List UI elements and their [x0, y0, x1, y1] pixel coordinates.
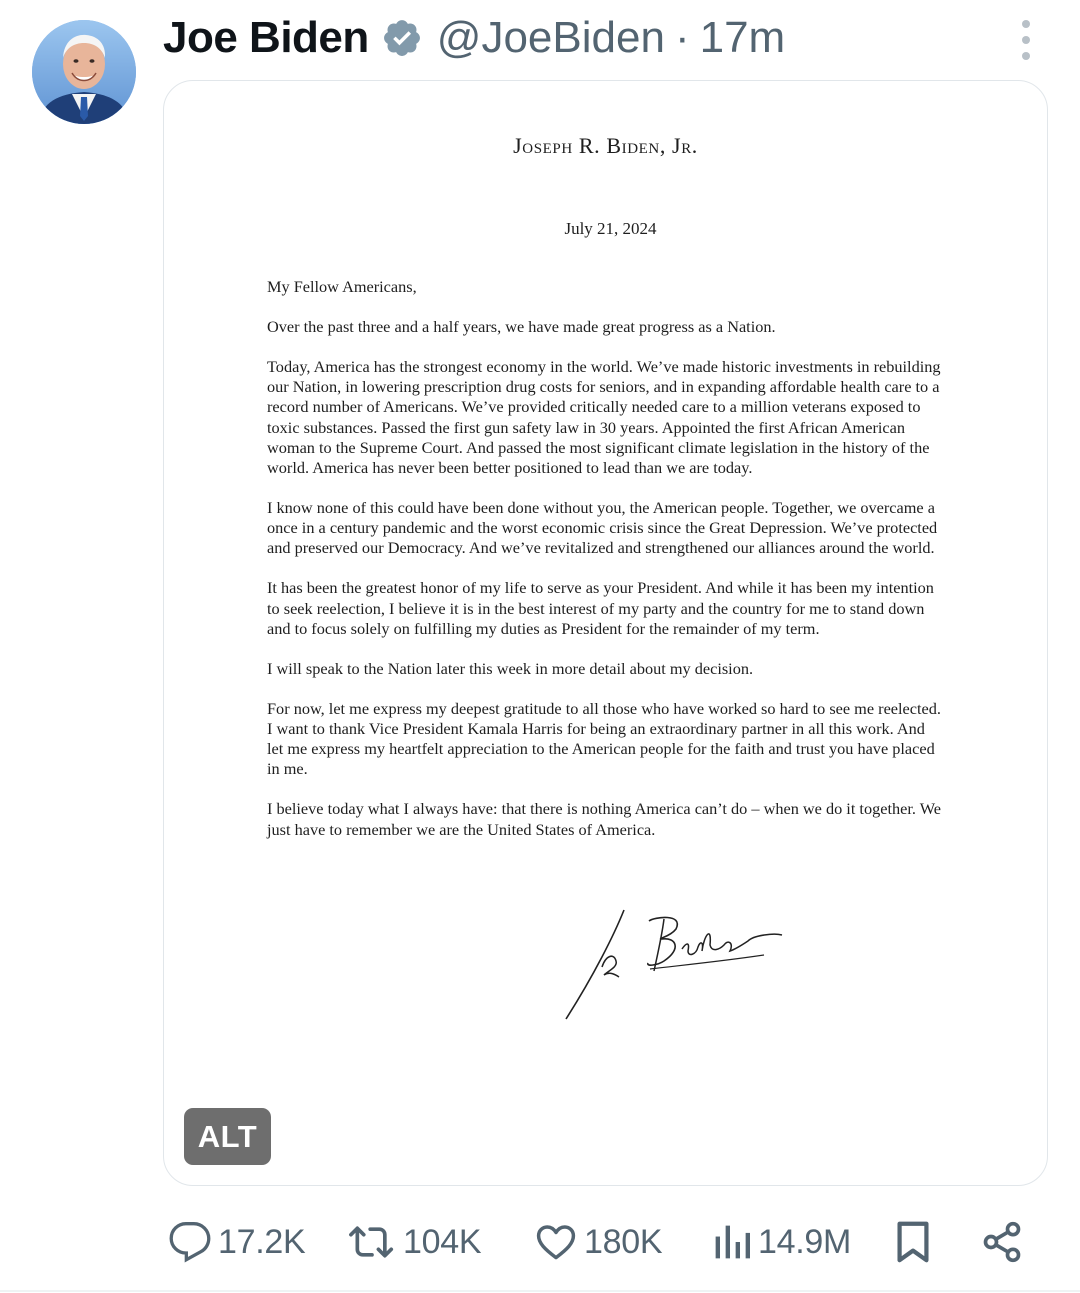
signature — [564, 905, 789, 1025]
author-name[interactable]: Joe Biden — [163, 13, 369, 62]
reply-button[interactable] — [168, 1212, 305, 1272]
like-button[interactable] — [534, 1212, 662, 1272]
share-button[interactable] — [980, 1212, 1024, 1272]
letter-paragraph: I know none of this could have been done without you, the American people. Together, we overcame a once in a century pandemic and the worst economic crisis since the Great Depression. We’ve protected and preserved our Democracy. And we’ve revitalized and strengthened our alliances around the world. — [267, 498, 938, 558]
reply-icon — [168, 1220, 212, 1264]
share-icon — [980, 1220, 1024, 1264]
more-dot — [1022, 52, 1030, 60]
profile-photo — [32, 20, 136, 124]
timestamp[interactable]: 17m — [699, 13, 786, 62]
repost-count: 104K — [403, 1222, 482, 1261]
letter-date: July 21, 2024 — [564, 219, 657, 238]
view-count: 14.9M — [758, 1222, 851, 1261]
separator-dot: · — [674, 13, 690, 62]
repost-icon — [347, 1220, 397, 1264]
letter-body — [267, 277, 942, 860]
letter-salutation: My Fellow Americans, — [267, 277, 417, 296]
tweet-media[interactable] — [163, 80, 1048, 1186]
bookmark-icon — [893, 1219, 933, 1265]
alt-text-badge[interactable]: ALT — [184, 1108, 271, 1165]
tweet-header — [163, 10, 785, 66]
letter-paragraph: For now, let me express my deepest gratitude to all those who have worked so hard to see me reelected. I want to thank Vice President Kamala Harris for being an extraordinary partner in all this work. And let me express my heartfelt appreciation to the American people for the faith and trust you have placed in me. — [267, 698, 941, 779]
action-bar — [0, 1212, 1080, 1272]
verified-badge-icon[interactable] — [381, 17, 423, 59]
avatar[interactable] — [32, 20, 136, 124]
letter-paragraph: I will speak to the Nation later this week in more detail about my decision. — [267, 658, 754, 678]
divider — [0, 1290, 1080, 1292]
letter-paragraph: I believe today what I always have: that there is nothing America can’t do – when we do it together. We just have to remember we are the United States of America. — [267, 799, 942, 839]
more-options-icon[interactable] — [1012, 20, 1040, 60]
like-count: 180K — [584, 1222, 663, 1261]
views-icon — [712, 1220, 752, 1264]
heart-icon — [534, 1220, 578, 1264]
more-dot — [1022, 36, 1030, 44]
author-handle[interactable]: @JoeBiden — [436, 13, 665, 62]
letter-image — [164, 81, 1047, 1185]
bookmark-button[interactable] — [893, 1212, 933, 1272]
reply-count: 17.2K — [218, 1222, 306, 1261]
views-button[interactable] — [712, 1212, 851, 1272]
letterhead: Joseph R. Biden, Jr. — [513, 133, 698, 158]
letter-paragraph: Over the past three and a half years, we have made great progress as a Nation. — [267, 317, 776, 336]
letter-paragraph: Today, America has the strongest economy in the world. We’ve made historic investments in rebuilding our Nation, in lowering prescription drug costs for seniors, and in expanding affordable health care to a record number of Americans. We’ve provided critically needed care to a million veterans exposed to toxic substances. Passed the first gun safety law in 30 years. Appointed the first African American woman to the Supreme Court. And passed the most significant climate legislation in the history of the world. America has never been better positioned to lead than we are today. — [267, 357, 941, 478]
repost-button[interactable] — [347, 1212, 481, 1272]
more-dot — [1022, 20, 1030, 28]
letter-paragraph: It has been the greatest honor of my life to serve as your President. And while it has been my intention to seek reelection, I believe it is in the best interest of my party and the country for me to stand down and to focus solely on fulfilling my duties as President for the remainder of my term. — [267, 578, 934, 638]
